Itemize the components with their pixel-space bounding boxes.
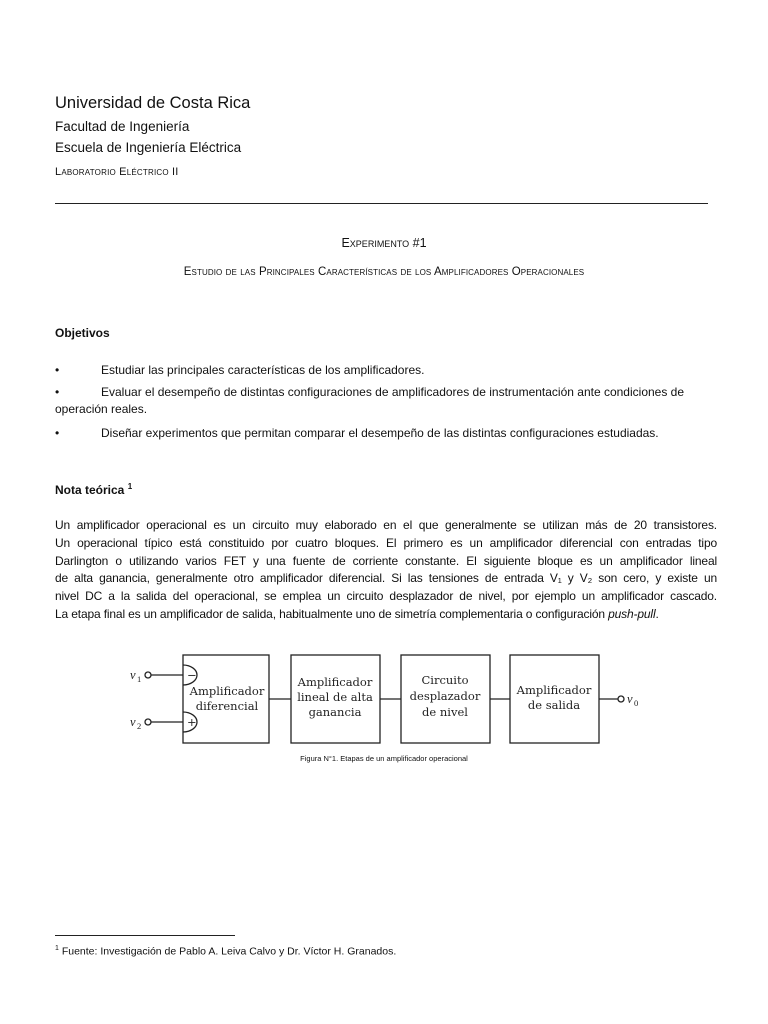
nota-heading-text: Nota teórica bbox=[55, 483, 125, 497]
inverting-input-sign: − bbox=[187, 668, 197, 682]
paragraph-line: de alta ganancia, generalmente otro amplificador diferencial. Si las tensiones de entrada V₁ y V₂ son cero, y existe un bbox=[55, 571, 717, 586]
objective-text-continued: operación reales. bbox=[55, 402, 148, 416]
push-pull-term: push-pull bbox=[608, 606, 656, 621]
lab-name: Laboratorio Eléctrico II bbox=[55, 166, 179, 178]
objective-text: Estudiar las principales características de los amplificadores. bbox=[101, 363, 425, 377]
paragraph-period: . bbox=[655, 606, 659, 621]
university-name: Universidad de Costa Rica bbox=[55, 94, 251, 112]
noninverting-input-sign: + bbox=[187, 715, 197, 729]
bullet: • bbox=[55, 385, 60, 399]
paragraph-line: Darlington o utilizando varios FET y una fuente de corriente constante. El siguiente bloque es un amplificador lineal bbox=[55, 553, 717, 568]
bullet: • bbox=[55, 426, 60, 440]
input-v1-label: v bbox=[130, 668, 136, 682]
objective-text: Diseñar experimentos que permitan comparar el desempeño de las distintas configuraciones estudiadas. bbox=[101, 426, 659, 440]
block1-line2: diferencial bbox=[195, 699, 259, 713]
paragraph-line bbox=[55, 606, 717, 624]
paragraph-line-text: La etapa final es un amplificador de salida, habitualmente uno de simetría complementaria o configuración bbox=[55, 606, 609, 621]
block2-line1: Amplificador bbox=[297, 675, 373, 689]
footnote-divider bbox=[55, 935, 235, 936]
block2-line2: lineal de alta bbox=[297, 690, 373, 704]
objective-text: Evaluar el desempeño de distintas configuraciones de amplificadores de instrumentación ante condiciones de bbox=[101, 385, 685, 399]
experiment-subtitle: Estudio de las Principales Características de los Amplificadores Operacionales bbox=[183, 266, 585, 278]
footnote-mark: 1 bbox=[55, 945, 59, 952]
footnote-text: Fuente: Investigación de Pablo A. Leiva Calvo y Dr. Víctor H. Granados. bbox=[61, 945, 397, 958]
block3-line3: de nivel bbox=[422, 705, 468, 719]
faculty-name: Facultad de Ingeniería bbox=[55, 119, 190, 134]
block3-line2: desplazador bbox=[409, 689, 481, 703]
input-v2-label: v bbox=[130, 715, 136, 729]
input-v2-subscript: 2 bbox=[137, 721, 142, 731]
objectives-heading: Objetivos bbox=[55, 326, 110, 340]
objective-item bbox=[55, 362, 717, 379]
output-v0-subscript: 0 bbox=[634, 698, 639, 708]
objective-item bbox=[55, 425, 717, 442]
footnote bbox=[55, 945, 396, 958]
paragraph-line: Un amplificador operacional es un circuito muy elaborado en el que generalmente se utilizan más de 20 transistores. bbox=[55, 518, 717, 532]
nota-teorica-heading bbox=[55, 482, 132, 497]
school-name: Escuela de Ingeniería Eléctrica bbox=[55, 140, 242, 155]
paragraph-line: nivel DC a la salida del operacional, se emplea un circuito desplazador de nivel, por ejemplo un amplificador cascado. bbox=[55, 589, 717, 604]
block2-line3: ganancia bbox=[308, 705, 362, 719]
nota-paragraph bbox=[55, 517, 717, 624]
objective-item bbox=[55, 384, 717, 418]
bullet: • bbox=[55, 363, 60, 377]
block1-line1: Amplificador bbox=[189, 684, 265, 698]
input-v1-subscript: 1 bbox=[137, 674, 142, 684]
footnote-reference: 1 bbox=[127, 482, 133, 491]
block4-line2: de salida bbox=[527, 698, 581, 712]
paragraph-line: Un operacional típico está constituido por cuatro bloques. El primero es un amplificador diferencial con entradas tipo bbox=[55, 535, 717, 550]
opamp-stages-diagram bbox=[100, 644, 660, 749]
block3-line1: Circuito bbox=[421, 673, 469, 687]
experiment-title: Experimento #1 bbox=[341, 236, 427, 250]
block4-line1: Amplificador bbox=[516, 683, 592, 697]
header-divider bbox=[55, 203, 708, 204]
output-v0-label: v bbox=[627, 692, 633, 706]
figure-caption: Figura N°1. Etapas de un amplificador operacional bbox=[300, 754, 468, 763]
